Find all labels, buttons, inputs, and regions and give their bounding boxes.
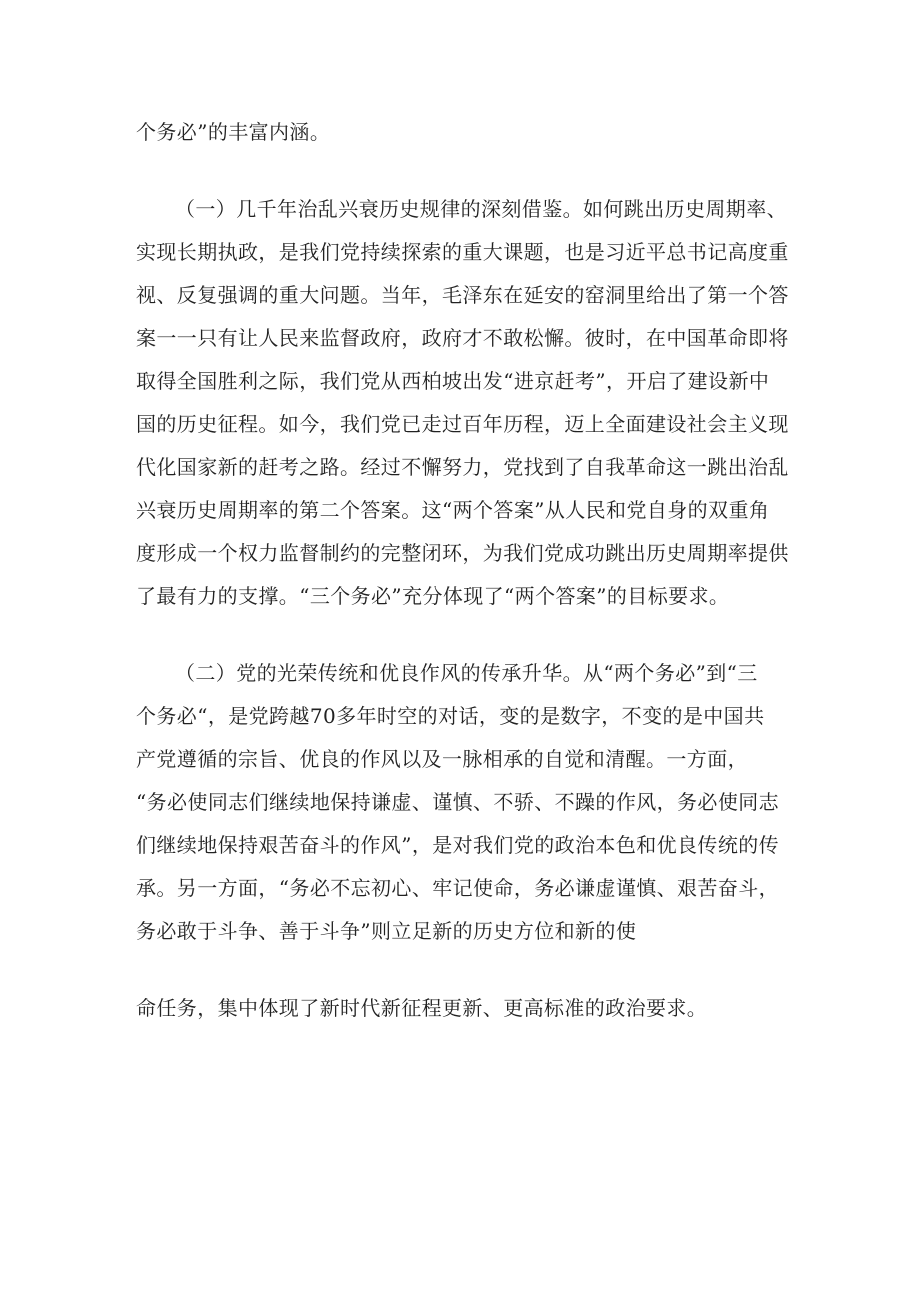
fragment-line: 个务必”的丰富内涵。 [136,120,331,144]
paragraph-line: 务必敢于斗争、善于斗争”则立足新的历史方位和新的使 [136,919,637,943]
paragraph-line: 承。另一方面，“务必不忘初心、牢记使命，务必谦虚谨慎、艰苦奋斗， [136,876,780,900]
paragraph-line: 代化国家新的赶考之路。经过不懈努力，党找到了自我革命这一跳出治乱 [136,455,789,479]
paragraph-line: （二）党的光荣传统和优良作风的传承升华。从“两个务必”到“三 [175,661,758,685]
paragraph-line: 案一一只有让人民来监督政府，政府才不敢松懈。彼时，在中国革命即将 [136,326,789,350]
paragraph-line: 们继续地保持艰苦奋斗的作风”，是对我们党的政治本色和优良传统的传 [136,833,780,857]
continuation-line: 命任务，集中体现了新时代新征程更新、更高标准的政治要求。 [136,996,708,1020]
paragraph-line: 个务必“，是党跨越70多年时空的对话，变的是数字，不变的是中国共 [136,704,765,728]
paragraph-line: 了最有力的支撑。“三个务必”充分体现了“两个答案”的目标要求。 [136,584,730,608]
paragraph-line: （一）几千年治乱兴衰历史规律的深刻借鉴。如何跳出历史周期率、 [175,197,787,221]
paragraph-line: 度形成一个权力监督制约的完整闭环，为我们党成功跳出历史周期率提供 [136,541,789,565]
paragraph-line: 兴衰历史周期率的第二个答案。这“两个答案”从人民和党自身的双重角 [136,498,770,522]
paragraph-line: 国的历史征程。如今，我们党已走过百年历程，迈上全面建设社会主义现 [136,412,789,436]
paragraph-line: 实现长期执政，是我们党持续探索的重大课题，也是习近平总书记高度重 [136,240,789,264]
paragraph-line: “务必使同志们继续地保持谦虚、谨慎、不骄、不躁的作风，务必使同志 [136,790,780,814]
paragraph-line: 产党遵循的宗旨、优良的作风以及一脉相承的自觉和清醒。一方面， [136,747,748,771]
paragraph-line: 取得全国胜利之际，我们党从西柏坡出发“进京赶考”，开启了建设新中 [136,369,770,393]
paragraph-line: 视、反复强调的重大问题。当年，毛泽东在延安的窑洞里给出了第一个答 [136,283,789,307]
